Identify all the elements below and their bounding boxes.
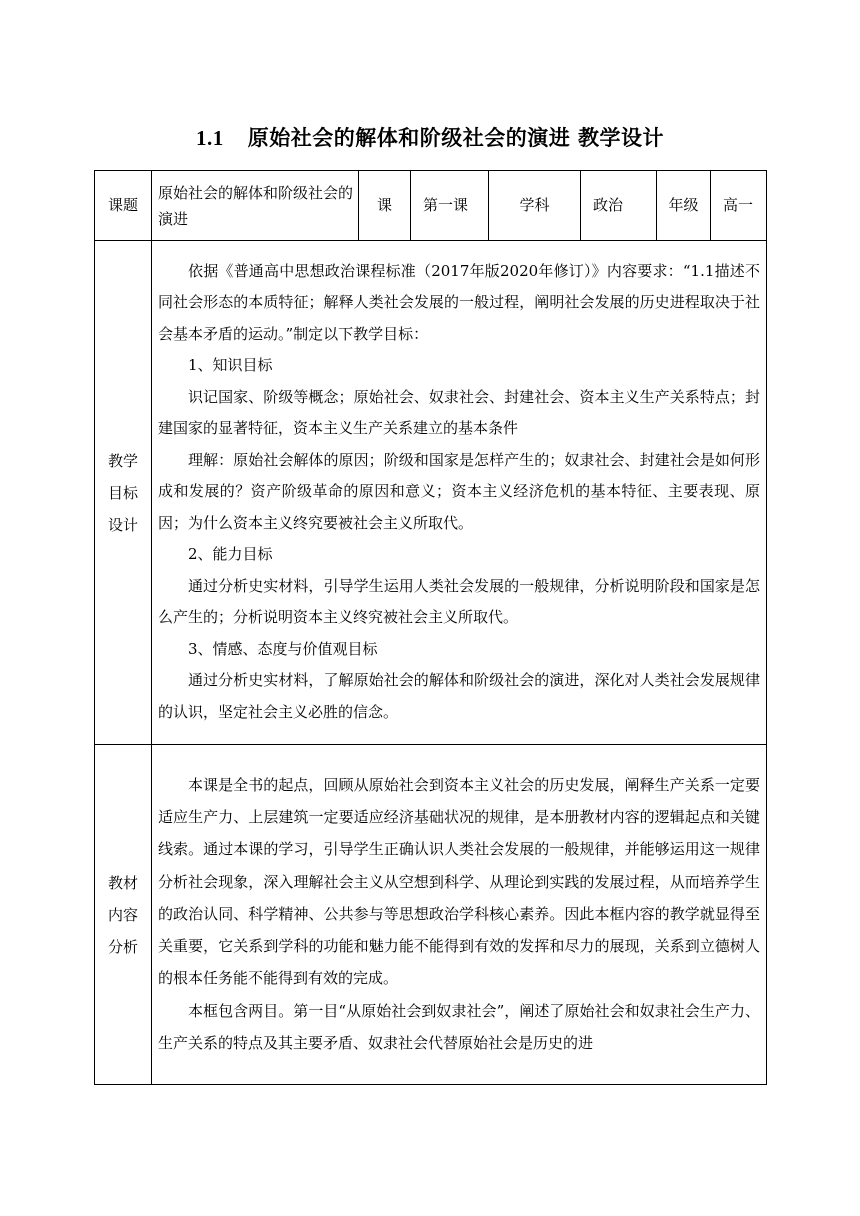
title-text: 原始社会的解体和阶级社会的演进 教学设计 bbox=[247, 125, 665, 150]
lesson-label: 课 bbox=[359, 171, 411, 241]
analysis-content bbox=[152, 745, 767, 1085]
objectives-content bbox=[152, 241, 767, 745]
grade-label: 年级 bbox=[657, 171, 711, 241]
paragraph: 3、情感、态度与价值观目标 bbox=[188, 639, 378, 658]
topic-label: 课题 bbox=[95, 171, 152, 241]
paragraph: 本课是全书的起点，回顾从原始社会到资本主义社会的历史发展，阐释生产关系一定要适应生产力、上层建筑一定要适应经济基础状况的规律，是本册教材内容的逻辑起点和关键线索。通过本课的学习，引导学生正确认识人类社会发展的一般规律，并能够运用这一规律分析社会现象，深入理解社会主义从空想到科学、从理论到实践的发展过程，从而培养学生的政治认同、科学精神、公共参与等思想政治学科核心素养。因此本框内容的教学就显得至关重要，它关系到学科的功能和魅力能不能得到有效的发挥和尽力的展现，关系到立德树人的根本任务能不能得到有效的完成。 bbox=[158, 776, 760, 988]
paragraph: 依据《普通高中思想政治课程标准（2017年版2020年修订）》内容要求：“1.1描述不同社会形态的本质特征；解释人类社会发展的一般过程，阐明社会发展的历史进程取决于社会基本矛盾的运动。”制定以下教学目标： bbox=[158, 261, 760, 343]
subject-value: 政治 bbox=[581, 171, 657, 241]
grade-value: 高一 bbox=[711, 171, 767, 241]
paragraph: 识记国家、阶级等概念；原始社会、奴隶社会、封建社会、资本主义生产关系特点；封建国家的显著特征，资本主义生产关系建立的基本条件 bbox=[158, 387, 760, 438]
analysis-row bbox=[95, 745, 767, 1085]
section-number: 1.1 bbox=[195, 126, 224, 150]
analysis-side-label: 教材 内容 分析 bbox=[95, 745, 152, 1085]
topic-value: 原始社会的解体和阶级社会的演进 bbox=[152, 171, 359, 241]
paragraph: 1、知识目标 bbox=[188, 356, 273, 375]
paragraph: 本框包含两目。第一目“从原始社会到奴隶社会”，阐述了原始社会和奴隶社会生产力、生产关系的特点及其主要矛盾、奴隶社会代替原始社会是历史的进 bbox=[158, 1001, 760, 1052]
lesson-plan-table bbox=[94, 170, 767, 1085]
page-title bbox=[0, 122, 860, 152]
paragraph: 2、能力目标 bbox=[188, 545, 273, 564]
paragraph: 通过分析史实材料，引导学生运用人类社会发展的一般规律，分析说明阶段和国家是怎么产生的；分析说明资本主义终究被社会主义所取代。 bbox=[158, 576, 760, 627]
subject-label: 学科 bbox=[489, 171, 581, 241]
objectives-side-label: 教学 目标 设计 bbox=[95, 241, 152, 745]
objectives-row bbox=[95, 241, 767, 745]
paragraph: 通过分析史实材料，了解原始社会的解体和阶级社会的演进，深化对人类社会发展规律的认识，坚定社会主义必胜的信念。 bbox=[158, 671, 760, 721]
lesson-value: 第一课 bbox=[411, 171, 489, 241]
header-row bbox=[95, 171, 767, 241]
paragraph: 理解：原始社会解体的原因；阶级和国家是怎样产生的；奴隶社会、封建社会是如何形成和发展的？资产阶级革命的原因和意义；资本主义经济危机的基本特征、主要表现、原因；为什么资本主义终究要被社会主义所取代。 bbox=[158, 450, 760, 532]
